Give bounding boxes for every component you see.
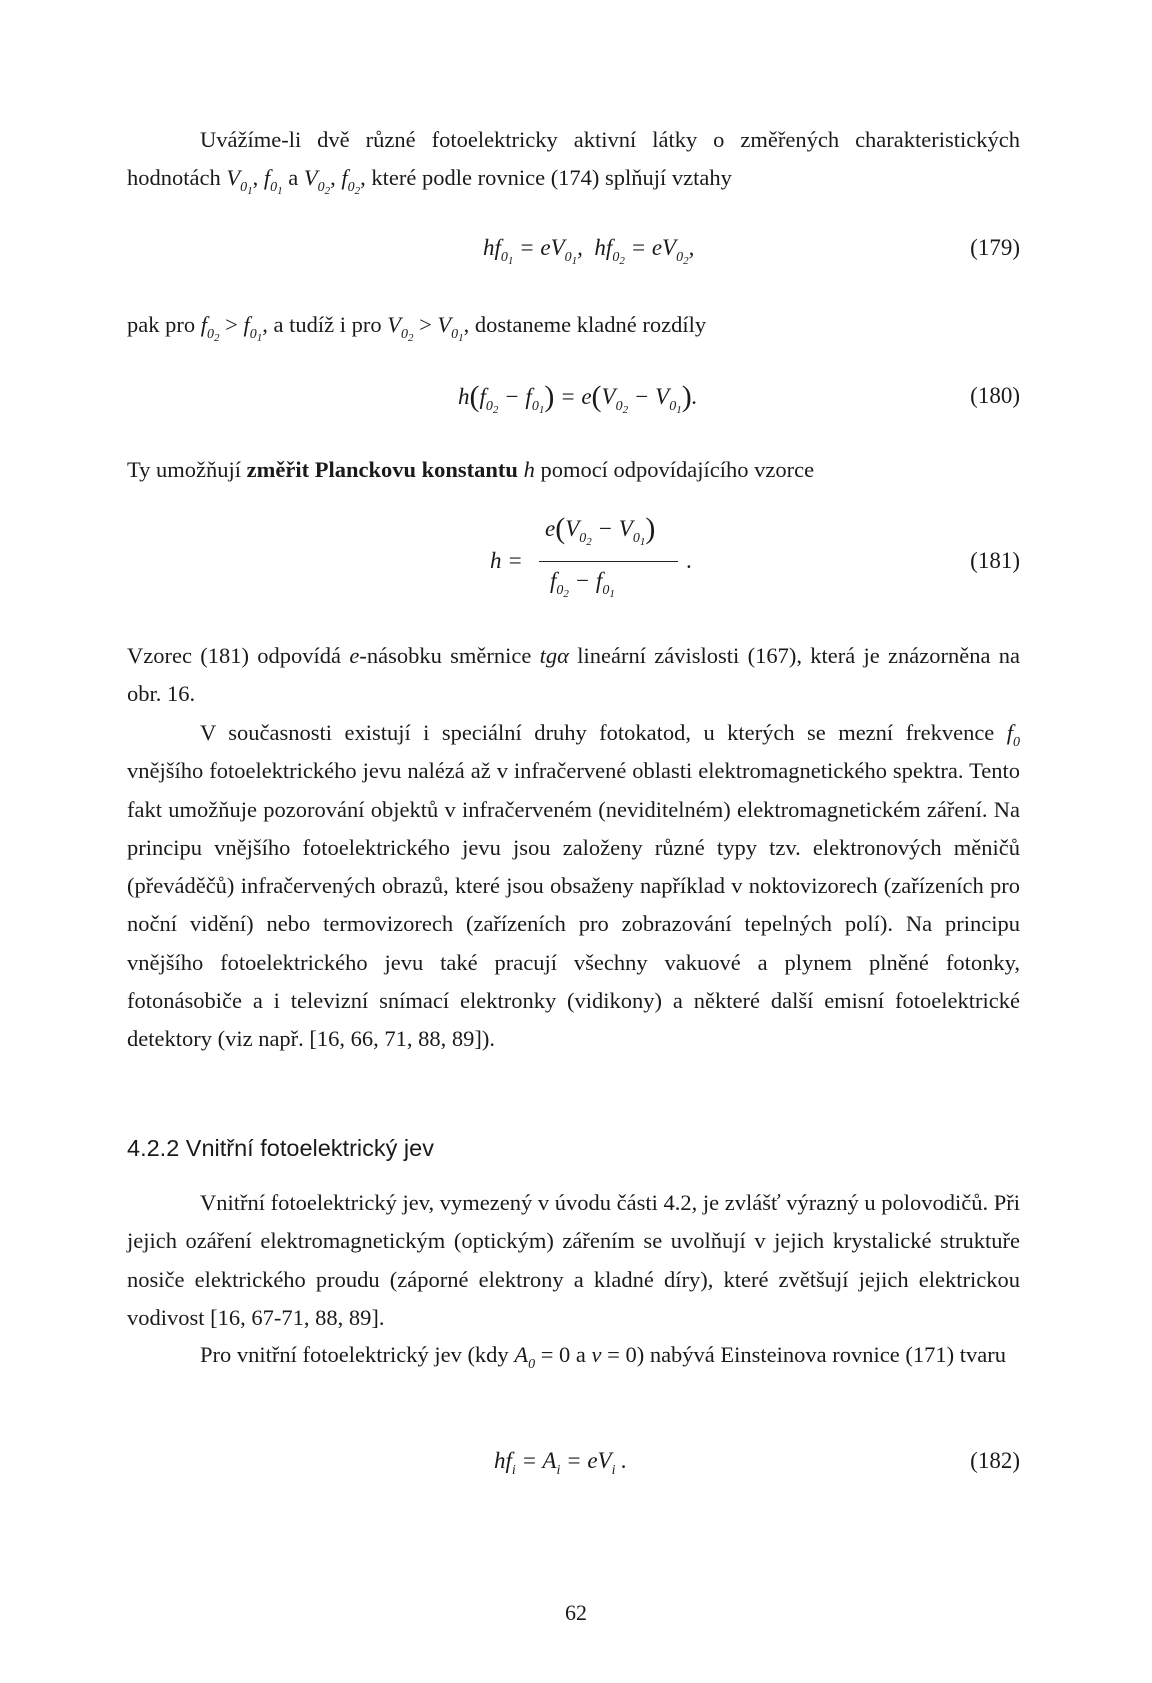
paragraph-infrared: V současnosti existují i speciální druhy fotokatod, u kterých se mezní frekvence $f_0$ vnějšího fotoelektrického jevu nalézá až v infračervené oblasti elektromagnetického spektra. Tento fakt umožňuje pozorování objektů v infračerveném (neviditelném) elektromagnetickém záření. Na principu vnějšího fotoelektrického jevu jsou založeny různé typy tzv. elektronových měničů (převáděčů) infračervených obrazů, které jsou obsaženy například v noktovizorech (zařízeních pro noční vidění) nebo termovizorech (zařízeních pro zobrazování tepelných polí). Na principu vnějšího fotoelektrického jevu také pracují všechny vakuové a plynem plněné fotonky, fotonásobiče a i televizní snímací elektronky (vidikony) a některé další emisní fotoelektrické detektory (viz např. [16, 66, 71, 88, 89]). bbox=[127, 720, 1020, 1052]
equation-number-181: (181) bbox=[970, 548, 1020, 573]
paragraph-differences: pak pro $f_{0_2} > f_{0_1}$, a tudíž i pro $V_{0_2} > V_{0_1}$, dostaneme kladné rozdíly bbox=[127, 312, 707, 344]
paragraph-planck: Ty umožňují změřit Planckovu konstantu h pomocí odpovídajícího vzorce bbox=[127, 457, 815, 482]
equation-number-179: (179) bbox=[970, 235, 1020, 260]
equation-number-180: (180) bbox=[970, 383, 1020, 408]
equation-181-period: . bbox=[686, 548, 692, 573]
paragraph-einstein: Pro vnitřní fotoelektrický jev (kdy $A_0 = 0$ a v = 0) nabývá Einsteinova rovnice (171) tvaru bbox=[200, 1342, 1006, 1372]
paragraph-intro: Uvážíme-li dvě různé fotoelektricky aktivní látky o změřených charakteristických hodnotách $V_{0_1}$, $f_{0_1}$ a $V_{0_2}$, $f_{0_2}$, které podle rovnice (174) splňují vztahy bbox=[127, 127, 1020, 198]
equation-179: $hf_{0_1} = eV_{0_1}$, $hf_{0_2} = eV_{0_2}$, bbox=[483, 235, 695, 267]
page-number: 62 bbox=[565, 1600, 587, 1625]
equation-182: $hf_i = A_i = eV_i$ . bbox=[494, 1448, 627, 1478]
paragraph-slope: Vzorec (181) odpovídá e-násobku směrnice tgα lineární závislosti (167), která je znázorněna na obr. 16. bbox=[127, 643, 1021, 707]
equation-number-182: (182) bbox=[970, 1448, 1020, 1473]
equation-180: $h(f_{0_2} - f_{0_1}) = e(V_{0_2} - V_{0_1})$. bbox=[458, 380, 698, 416]
paragraph-internal-effect: Vnitřní fotoelektrický jev, vymezený v úvodu části 4.2, je zvlášť výrazný u polovodičů. Při jejich ozáření elektromagnetickým (optickým) zářením se uvolňují v jejich krystalické struktuře nosiče elektrického proudu (záporné elektrony a kladné díry), které zvětšují jejich elektrickou vodivost [16, 67-71, 88, 89]. bbox=[127, 1190, 1020, 1330]
equation-181-denominator: $f_{0_2} - f_{0_1}$ bbox=[550, 568, 615, 600]
fraction-bar bbox=[539, 561, 678, 562]
section-heading: 4.2.2 Vnitřní fotoelektrický jev bbox=[127, 1135, 434, 1161]
equation-181-numerator: $e(V_{0_2} - V_{0_1})$ bbox=[545, 512, 656, 548]
equation-181-lhs: h = bbox=[490, 548, 523, 573]
